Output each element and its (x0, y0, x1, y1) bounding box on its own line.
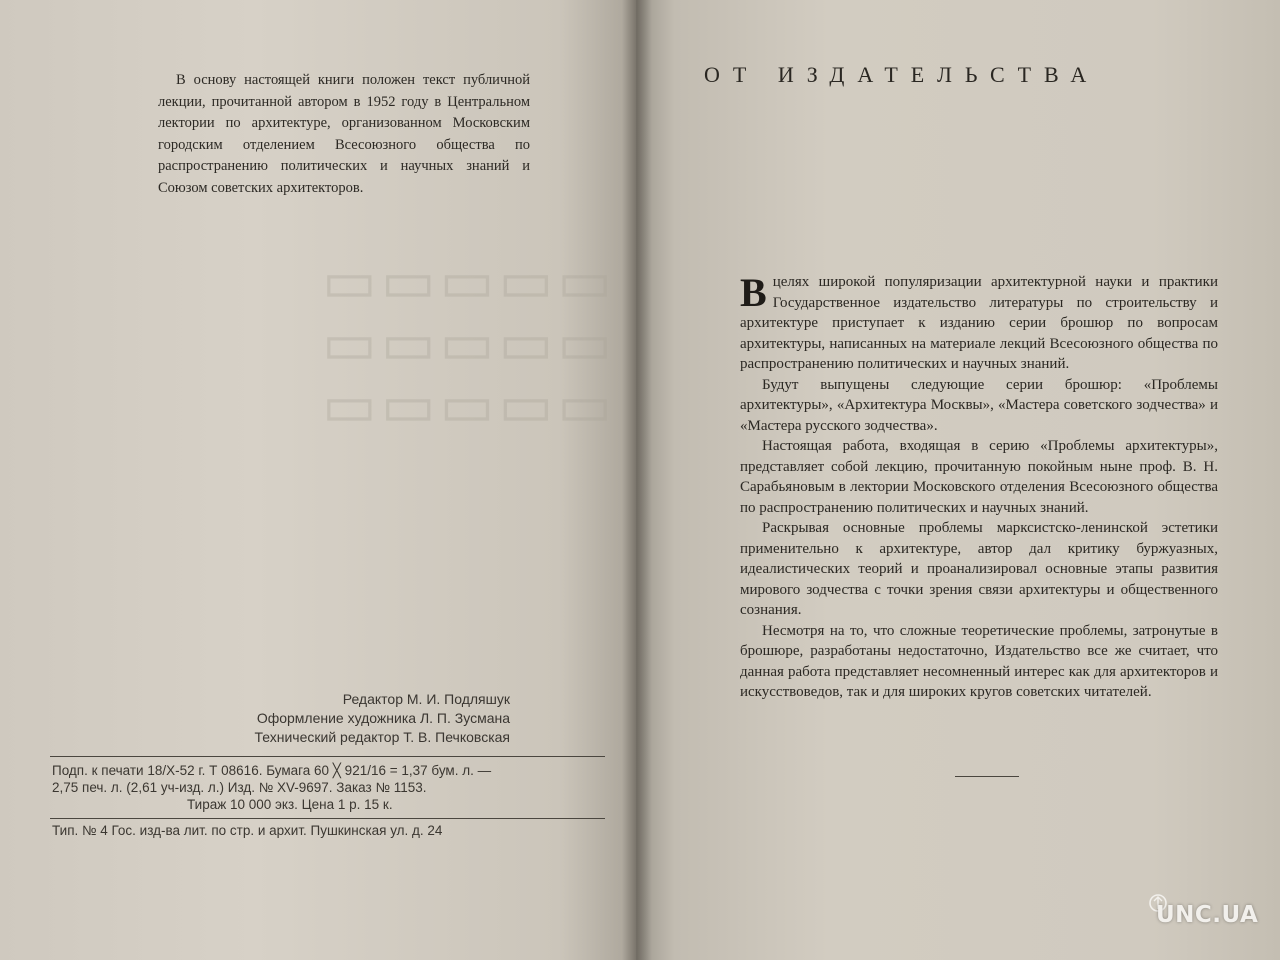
imprint-line-2: 2,75 печ. л. (2,61 уч-изд. л.) Изд. № XV-9697. Заказ № 1153. (52, 780, 427, 795)
printer-line: Тип. № 4 Гос. изд-ва лит. по стр. и архит. Пушкинская ул. д. 24 (52, 823, 443, 838)
imprint-block (52, 762, 602, 813)
paragraph-1-text: целях широкой популяризации архитектурной науки и практики Государственное издательство литературы по строительству и архитектуре приступает к изданию серии брошюр по вопросам архитектуры, написанных на материале лекций Всесоюзного общества по распространению политических и научных знаний. (740, 274, 1218, 372)
section-heading: ОТ ИЗДАТЕЛЬСТВА (704, 62, 1100, 87)
end-rule (955, 776, 1019, 777)
imprint-bottom-rule (50, 818, 605, 819)
credit-tech-editor: Технический редактор Т. В. Печковская (254, 729, 510, 745)
intro-paragraph: В основу настоящей книги положен текст публичной лекции, прочитанной автором в 1952 году в Центральном лектории по архитектуре, организованном Московским городским отделением Всесоюзного общества по распространению политических и научных знаний и Союзом советских архитекторов. (158, 72, 530, 196)
show-through-bleed: ▭▭▭▭▭ ▭▭▭▭▭ ▭▭▭▭▭ (318, 247, 612, 439)
paragraph-1 (740, 272, 1218, 375)
imprint-line-1: Подп. к печати 18/X-52 г. Т 08616. Бумага 60 ╳ 921/16 = 1,37 бум. л. — (52, 763, 492, 778)
credit-designer: Оформление художника Л. П. Зусмана (256, 710, 510, 726)
paragraph-3: Настоящая работа, входящая в серию «Проблемы архитектуры», представляет собой лекцию, прочитанную покойным ныне проф. В. Н. Сарабьяновым в лектории Московского отделения Всесоюзного общества по распространению политических и научных знаний. (740, 438, 1218, 516)
drop-cap: В (740, 270, 767, 315)
paragraph-4: Раскрывая основные проблемы марксистско-ленинской эстетики применительно к архитектуре, автор дал критику буржуазных, идеалистических теорий и проанализировал основные этапы развития мирового зодчества с точки зрения связи архитектуры и общественного сознания. (740, 520, 1218, 618)
paragraph-5: Несмотря на то, что сложные теоретические проблемы, затронутые в брошюре, разработаны недостаточно, Издательство все же считает, что данная работа представляет несомненный интерес как для архитекторов и искусствоведов, так и для широких кругов советских читателей. (740, 622, 1218, 700)
imprint-top-rule (50, 756, 605, 757)
credits-block (140, 690, 510, 747)
imprint-line-3: Тираж 10 000 экз. Цена 1 р. 15 к. (187, 797, 393, 812)
paragraph-2: Будут выпущены следующие серии брошюр: «Проблемы архитектуры», «Архитектура Москвы», «Мастера советского зодчества» и «Мастера русского зодчества». (740, 376, 1218, 434)
watermark-logo: UNC.UA (1156, 902, 1259, 928)
credit-editor: Редактор М. И. Подляшук (342, 691, 510, 707)
publisher-note (740, 272, 1218, 703)
